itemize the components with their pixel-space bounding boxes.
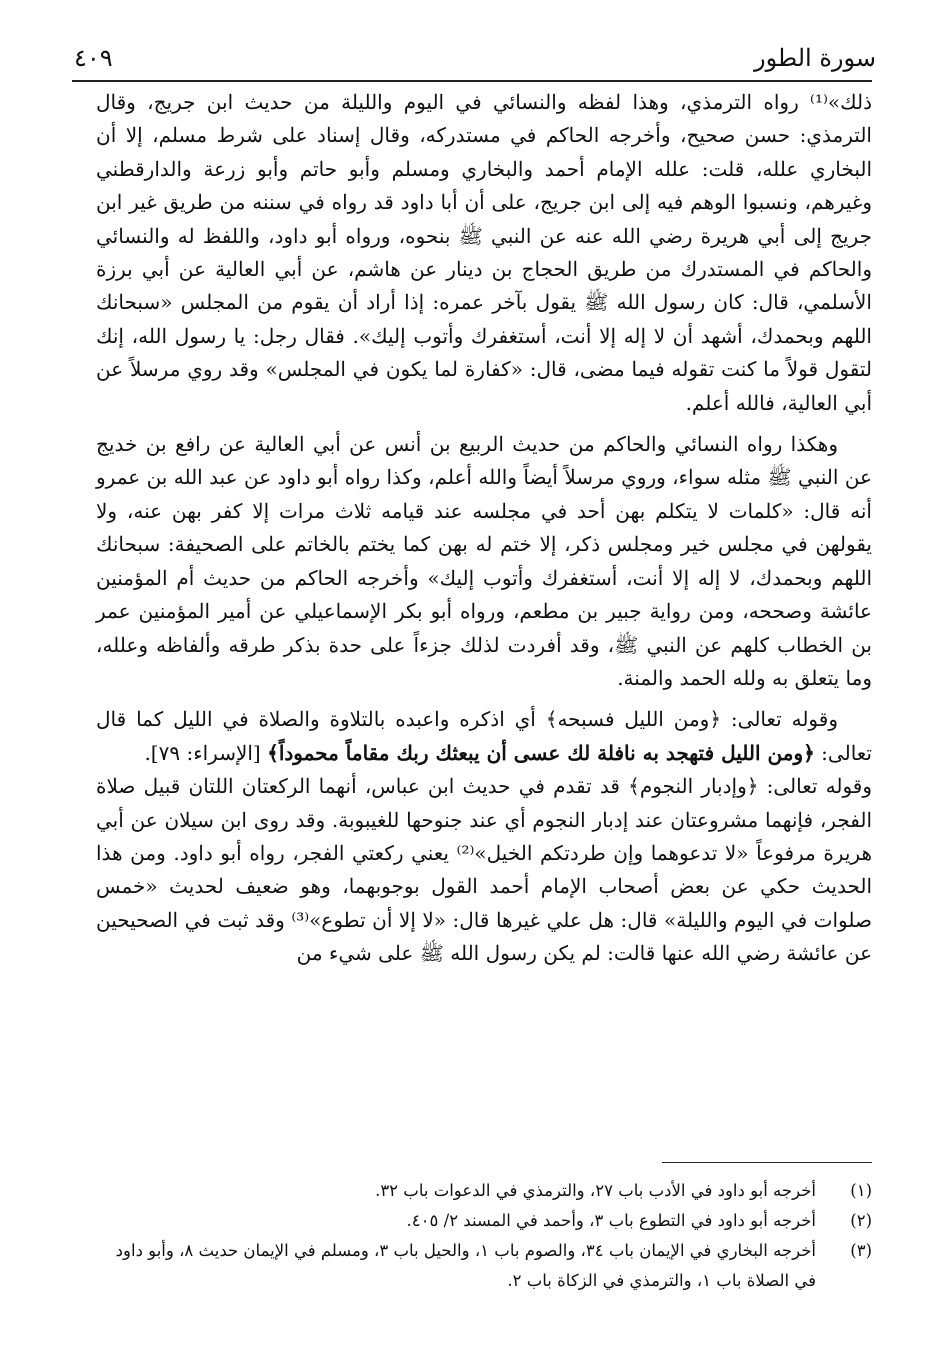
footnote-text: أخرجه أبو داود في الأدب باب ٢٧، والترمذي في الدعوات باب ٣٢. — [375, 1181, 816, 1200]
paragraph-4: وقوله تعالى: ﴿وإدبار النجوم﴾ قد تقدم في حديث ابن عباس، أنهما الركعتان اللتان قبيل صلاة الفجر، فإنهما مشروعتان عند إدبار النجوم أي عند جنوحها للغيبوبة. وقد روى ابن سيلان عن أبي هريرة مرفوعاً «لا تدعوهما وإن طردتكم الخيل»⁽²⁾ يعني ركعتي الفجر، رواه أبو داود. ومن هذا الحديث حكي عن بعض أصحاب الإمام أحمد القول بوجوبهما، وهو ضعيف لحديث «خمس صلوات في اليوم والليلة» قال: هل علي غيرها قال: «لا إلا أن تطوع»⁽³⁾ وقد ثبت في الصحيحين عن عائشة رضي الله عنها قالت: لم يكن رسول الله ﷺ على شيء من — [96, 774, 872, 966]
surah-title: سورة الطور — [754, 44, 876, 72]
paragraph-3-end: [الإسراء: ٧٩]. — [144, 740, 268, 765]
footnote-rule — [662, 1162, 872, 1163]
footnotes — [96, 1176, 872, 1296]
paragraph-2: وهكذا رواه النسائي والحاكم من حديث الربيع بن أنس عن أبي العالية عن رافع بن خديج عن النبي ﷺ مثله سواء، وروي مرسلاً أيضاً والله أعلم، وكذا رواه أبو داود عن عبد الله بن عمرو أنه قال: «كلمات لا يتكلم بهن أحد في مجلسه عند قيامه ثلاث مرات إلا كفر بهن عنه، ولا يقولهن في مجلس خير ومجلس ذكر، إلا ختم له بهن كما يختم بالخاتم على الصحيفة: سبحانك اللهم وبحمدك، لا إله إلا أنت، أستغفرك وأتوب إليك» وأخرجه الحاكم من حديث أم المؤمنين عائشة وصححه، ومن رواية جبير بن مطعم، ورواه أبو بكر الإسماعيلي عن أمير المؤمنين عمر بن الخطاب كلهم عن النبي ﷺ، وقد أفردت لذلك جزءاً على حدة بذكر طرقه وألفاظه وعلله، وما يتعلق به ولله الحمد والمنة. — [96, 432, 872, 690]
footnote-number: (١) — [850, 1181, 872, 1200]
footnote-number: (٣) — [850, 1241, 872, 1260]
footnote-text: أخرجه أبو داود في التطوع باب ٣، وأحمد في المسند ٢/ ٤٠٥. — [406, 1211, 816, 1230]
footnote — [96, 1176, 872, 1206]
paragraph-1: ذلك»⁽¹⁾ رواه الترمذي، وهذا لفظه والنسائي في اليوم والليلة من حديث ابن جريج، وقال الترمذي: حسن صحيح، وأخرجه الحاكم في مستدركه، وقال إسناد على شرط مسلم، إلا أن البخاري علله، قلت: علله الإمام أحمد والبخاري ومسلم وأبو حاتم وأبو زرعة والدارقطني وغيرهم، ونسبوا الوهم فيه إلى ابن جريج، على أن أبا داود قد رواه في سننه من طريق غير ابن جريج إلى أبي هريرة رضي الله عنه عن النبي ﷺ بنحوه، ورواه أبو داود، واللفظ له والنسائي والحاكم في المستدرك من طريق الحجاج بن دينار عن هاشم، عن أبي العالية عن أبي برزة الأسلمي، قال: كان رسول الله ﷺ يقول بآخر عمره: إذا أراد أن يقوم من المجلس «سبحانك اللهم وبحمدك، أشهد أن لا إله إلا أنت، أستغفرك وأتوب إليك». فقال رجل: يا رسول الله، إنك لتقول قولاً ما كنت تقوله فيما مضى، قال: «كفارة لما يكون في المجلس» وقد روي مرسلاً عن أبي العالية، فالله أعلم. — [96, 90, 872, 415]
footnote-number: (٢) — [850, 1211, 872, 1230]
header-rule — [72, 80, 872, 82]
page-number: ٤٠٩ — [74, 44, 113, 72]
paragraph-3-start: وقوله تعالى: ﴿ومن الليل فسبحه﴾ أي اذكره واعبده بالتلاوة والصلاة في الليل كما قال تعالى: — [96, 707, 872, 765]
footnote — [96, 1206, 872, 1236]
footnote-text: أخرجه البخاري في الإيمان باب ٣٤، والصوم باب ١، والحيل باب ٣، ومسلم في الإيمان حديث ٨، وأبو داود في الصلاة باب ١، والترمذي في الزكاة باب ٢. — [115, 1241, 816, 1290]
main-text — [96, 86, 872, 971]
running-header — [70, 38, 876, 78]
footnote — [96, 1236, 872, 1296]
quran-verse-bold: ﴿ومن الليل فتهجد به نافلة لك عسى أن يبعثك ربك مقاماً محموداً﴾ — [267, 740, 815, 765]
paragraph-3 — [96, 703, 872, 770]
